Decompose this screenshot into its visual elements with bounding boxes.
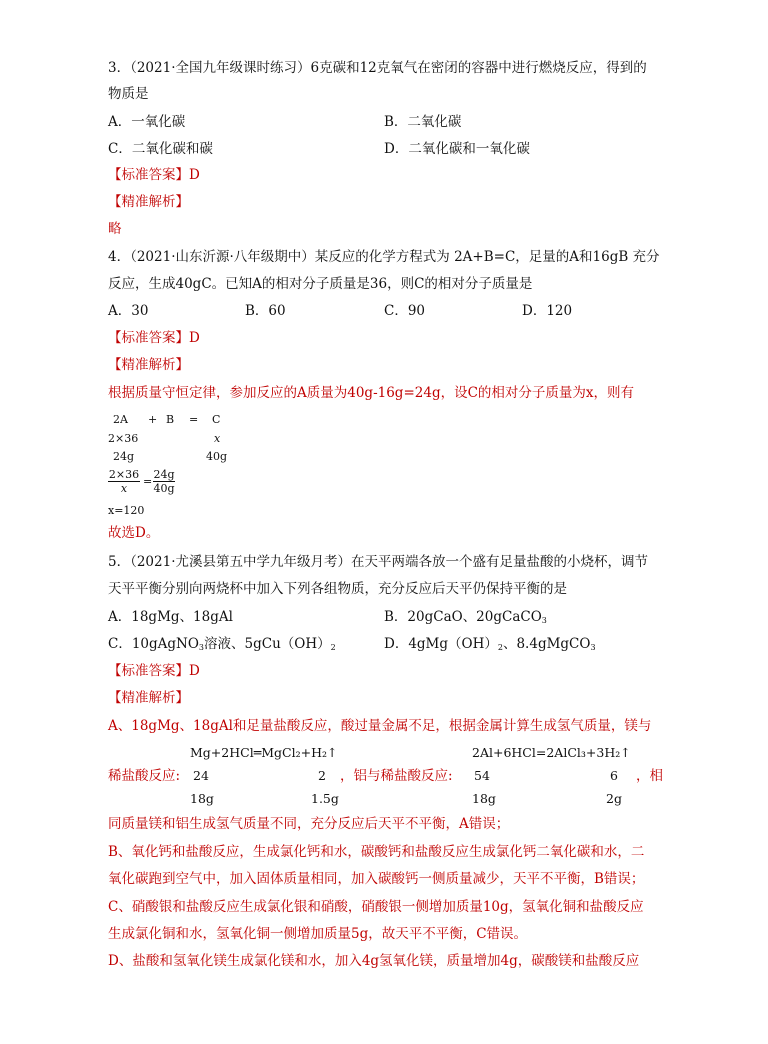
mg-mass-ratio-h2: 2 xyxy=(318,768,326,783)
q4-option-b: B．60 xyxy=(245,303,286,319)
q5-stem-line2: 天平平衡分别向两烧杯中加入下列各组物质，充分反应后天平仍保持平衡的是 xyxy=(108,581,567,597)
q4-option-d: D．120 xyxy=(522,303,573,319)
q3-stem-line2: 物质是 xyxy=(108,86,149,102)
q5-analysis-a-line2-right: ，相 xyxy=(636,768,663,784)
q5-analysis-c-line1: C、硝酸银和盐酸反应生成氯化银和硝酸，硝酸银一侧增加质量10g，氢氧化铜和盐酸反应 xyxy=(108,899,644,915)
q4-conclusion: 故选D。 xyxy=(108,525,160,541)
mg-given-mass: 18g xyxy=(190,791,214,806)
al-mass-ratio-al: 54 xyxy=(474,768,490,783)
q5-option-b: B．20gCaO、20gCaCO$_3$ xyxy=(384,609,547,625)
mg-mass-ratio-mg: 24 xyxy=(193,768,209,783)
q5-analysis-a-line1: A、18gMg、18gAl和足量盐酸反应，酸过量金属不足，根据金属计算生成氢气质量，镁与 xyxy=(108,718,652,734)
q3-analysis-label: 【精准解析】 xyxy=(108,194,189,210)
frac-left-num: 2×36 xyxy=(108,468,140,481)
frac-right-den: 40g xyxy=(153,482,175,495)
q5-analysis-b-line2: 氧化碳跑到空气中，加入固体质量相同，加入碳酸钙一侧质量减少，天平不平衡，B错误； xyxy=(108,871,645,887)
q5-stem-line1: 5．（2021·尤溪县第五中学九年级月考）在天平两端各放一个盛有足量盐酸的小烧杯，调节 xyxy=(108,554,648,570)
calc-result: x=120 xyxy=(108,504,145,517)
q5-analysis-c-line2: 生成氯化铜和水，氢氧化铜一侧增加质量5g，故天平不平衡，C错误。 xyxy=(108,926,528,942)
q3-option-c: C．二氧化碳和碳 xyxy=(108,141,213,157)
al-given-mass: 18g xyxy=(472,791,496,806)
q4-option-a: A．30 xyxy=(108,303,149,319)
calc-row2-right: x xyxy=(214,432,221,445)
q5-option-d: D．$4gMg(OH)_2$、8.4gMgCO$_3$ xyxy=(384,636,596,652)
q5-analysis-d-line1: D、盐酸和氢氧化镁生成氯化镁和水，加入4g氢氧化镁，质量增加4g，碳酸镁和盐酸反应 xyxy=(108,953,640,969)
calc-fraction-left xyxy=(108,468,140,495)
q5-option-a: A．18gMg、18gAl xyxy=(108,609,233,625)
q4-stem-line1: 4．（2021·山东沂源·八年级期中）某反应的化学方程式为 2A+B=C，足量的A和16gB 充分 xyxy=(108,249,660,265)
q5-analysis-a-line2-left: 稀盐酸反应: xyxy=(108,768,181,784)
q3-option-a: A．一氧化碳 xyxy=(108,114,186,130)
q5-answer: 【标准答案】D xyxy=(108,663,200,679)
q4-answer: 【标准答案】D xyxy=(108,330,200,346)
q5-analysis-a-line2-mid: ，铝与稀盐酸反应: xyxy=(340,768,453,784)
frac-right-num: 24g xyxy=(153,468,175,481)
calc-row2-left: 2×36 xyxy=(108,432,139,445)
calc-row3-right: 40g xyxy=(206,450,228,463)
q4-analysis-label: 【精准解析】 xyxy=(108,357,189,373)
calc-eq-equals: = xyxy=(189,413,199,426)
q3-option-d: D．二氧化碳和一氧化碳 xyxy=(384,141,530,157)
mg-reaction: Mg+2HCl═MgCl₂+H₂↑ xyxy=(190,745,338,760)
calc-eq-2a: 2A xyxy=(113,413,128,426)
calc-eq-c: C xyxy=(212,413,221,426)
al-h2-mass: 2g xyxy=(606,791,622,806)
q5-analysis-a-line3: 同质量镁和铝生成氢气质量不同，充分反应后天平不平衡，A错误； xyxy=(108,816,510,832)
q3-analysis: 略 xyxy=(108,221,122,237)
al-reaction: 2Al+6HCl=2AlCl₃+3H₂↑ xyxy=(472,745,631,760)
mg-h2-mass: 1.5g xyxy=(311,791,339,806)
calc-fraction-right xyxy=(153,468,175,495)
al-mass-ratio-h2: 6 xyxy=(610,768,618,783)
q5-analysis-b-line1: B、氧化钙和盐酸反应，生成氯化钙和水，碳酸钙和盐酸反应生成氯化钙二氧化碳和水，二 xyxy=(108,844,645,860)
calc-fraction-equals: = xyxy=(143,475,153,488)
q3-option-b: B．二氧化碳 xyxy=(384,114,462,130)
q4-analysis-line1: 根据质量守恒定律，参加反应的A质量为40g-16g=24g，设C的相对分子质量为x，则有 xyxy=(108,385,635,401)
q5-analysis-label: 【精准解析】 xyxy=(108,690,189,706)
q3-answer: 【标准答案】D xyxy=(108,167,200,183)
q3-stem-line1: 3．（2021·全国九年级课时练习）6克碳和12克氧气在密闭的容器中进行燃烧反应，得到的 xyxy=(108,60,647,76)
frac-left-den: x xyxy=(108,481,140,495)
calc-eq-plus: + xyxy=(148,413,158,426)
q4-stem-line2: 反应，生成40gC。已知A的相对分子质量是36，则C的相对分子质量是 xyxy=(108,276,533,292)
q5-option-c: C．10gAgNO$_3$溶液、$5gCu(OH)_2$ xyxy=(108,636,336,652)
q4-option-c: C．90 xyxy=(384,303,426,319)
calc-eq-b: B xyxy=(166,413,175,426)
calc-row3-left: 24g xyxy=(113,450,135,463)
